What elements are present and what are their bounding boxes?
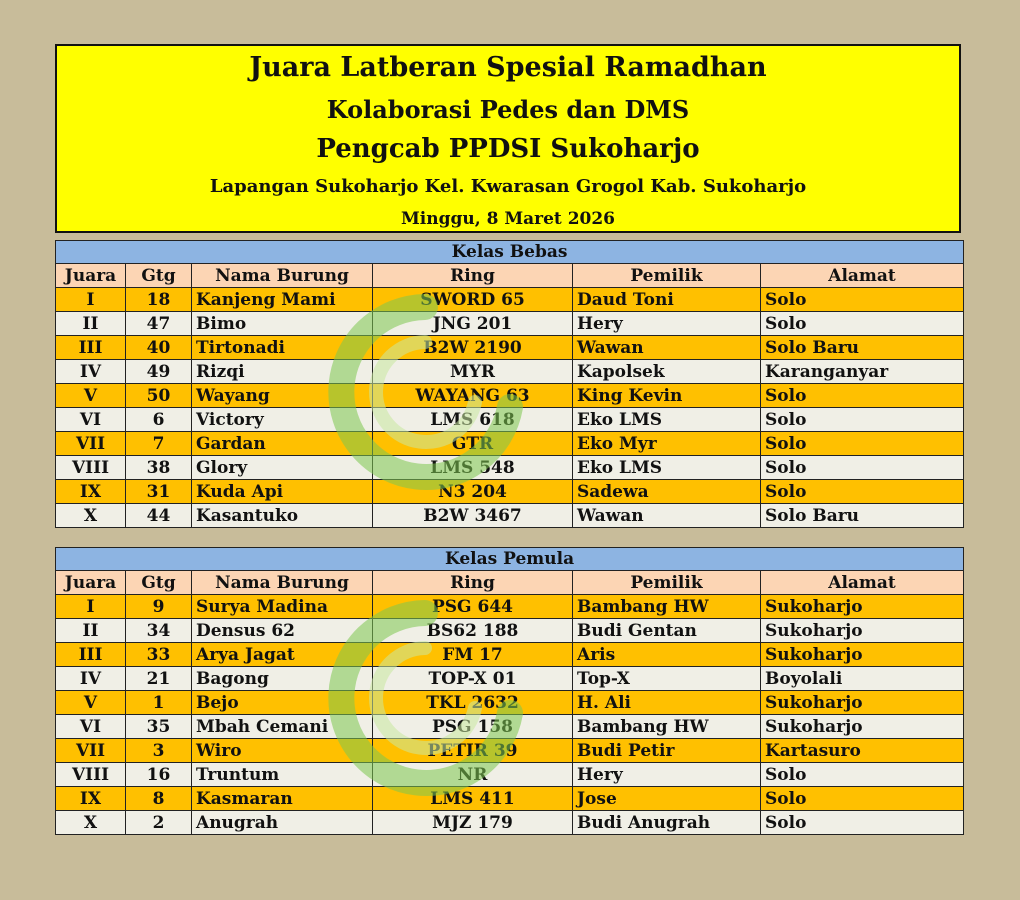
cell-gtg: 31 xyxy=(126,480,192,504)
cell-alamat: Solo xyxy=(761,787,964,811)
cell-nama-burung: Kasantuko xyxy=(192,504,373,528)
cell-pemilik: Bambang HW xyxy=(573,595,761,619)
cell-ring: SWORD 65 xyxy=(373,288,573,312)
cell-ring: BS62 188 xyxy=(373,619,573,643)
table-row xyxy=(56,667,964,691)
cell-pemilik: Hery xyxy=(573,312,761,336)
table-row xyxy=(56,715,964,739)
table-row xyxy=(56,336,964,360)
table-row xyxy=(56,643,964,667)
cell-gtg: 8 xyxy=(126,787,192,811)
cell-ring: NR xyxy=(373,763,573,787)
cell-nama-burung: Mbah Cemani xyxy=(192,715,373,739)
cell-ring: TKL 2632 xyxy=(373,691,573,715)
cell-alamat: Sukoharjo xyxy=(761,643,964,667)
cell-gtg: 1 xyxy=(126,691,192,715)
cell-gtg: 2 xyxy=(126,811,192,835)
cell-ring: GTR xyxy=(373,432,573,456)
cell-pemilik: Budi Anugrah xyxy=(573,811,761,835)
cell-juara: II xyxy=(56,619,126,643)
cell-juara: I xyxy=(56,288,126,312)
table-row xyxy=(56,691,964,715)
cell-nama-burung: Rizqi xyxy=(192,360,373,384)
cell-pemilik: Budi Gentan xyxy=(573,619,761,643)
column-header-row xyxy=(56,571,964,595)
table-row xyxy=(56,787,964,811)
cell-nama-burung: Anugrah xyxy=(192,811,373,835)
table-row xyxy=(56,811,964,835)
cell-nama-burung: Bagong xyxy=(192,667,373,691)
cell-alamat: Kartasuro xyxy=(761,739,964,763)
cell-juara: VI xyxy=(56,408,126,432)
results-table-kelas-pemula xyxy=(55,547,964,835)
table-row xyxy=(56,480,964,504)
cell-juara: I xyxy=(56,595,126,619)
cell-ring: LMS 548 xyxy=(373,456,573,480)
cell-ring: B2W 2190 xyxy=(373,336,573,360)
cell-pemilik: Aris xyxy=(573,643,761,667)
table-row xyxy=(56,619,964,643)
cell-gtg: 9 xyxy=(126,595,192,619)
cell-juara: IV xyxy=(56,667,126,691)
cell-nama-burung: Truntum xyxy=(192,763,373,787)
cell-gtg: 35 xyxy=(126,715,192,739)
cell-nama-burung: Kasmaran xyxy=(192,787,373,811)
col-gtg: Gtg xyxy=(126,571,192,595)
cell-nama-burung: Kanjeng Mami xyxy=(192,288,373,312)
cell-pemilik: Daud Toni xyxy=(573,288,761,312)
cell-nama-burung: Arya Jagat xyxy=(192,643,373,667)
cell-nama-burung: Victory xyxy=(192,408,373,432)
cell-alamat: Solo xyxy=(761,288,964,312)
col-gtg: Gtg xyxy=(126,264,192,288)
table-row xyxy=(56,456,964,480)
cell-juara: VIII xyxy=(56,456,126,480)
table-row xyxy=(56,312,964,336)
cell-gtg: 34 xyxy=(126,619,192,643)
cell-juara: IX xyxy=(56,787,126,811)
cell-ring: TOP-X 01 xyxy=(373,667,573,691)
cell-nama-burung: Surya Madina xyxy=(192,595,373,619)
cell-nama-burung: Bimo xyxy=(192,312,373,336)
cell-alamat: Solo Baru xyxy=(761,504,964,528)
col-alamat: Alamat xyxy=(761,264,964,288)
cell-pemilik: Jose xyxy=(573,787,761,811)
col-ring: Ring xyxy=(373,264,573,288)
col-juara: Juara xyxy=(56,571,126,595)
col-pemilik: Pemilik xyxy=(573,571,761,595)
cell-nama-burung: Wiro xyxy=(192,739,373,763)
table-row xyxy=(56,360,964,384)
cell-gtg: 3 xyxy=(126,739,192,763)
cell-juara: III xyxy=(56,643,126,667)
cell-alamat: Karanganyar xyxy=(761,360,964,384)
cell-gtg: 33 xyxy=(126,643,192,667)
cell-juara: X xyxy=(56,811,126,835)
cell-alamat: Sukoharjo xyxy=(761,619,964,643)
cell-pemilik: H. Ali xyxy=(573,691,761,715)
cell-gtg: 16 xyxy=(126,763,192,787)
column-header-row xyxy=(56,264,964,288)
cell-nama-burung: Tirtonadi xyxy=(192,336,373,360)
col-nama-burung: Nama Burung xyxy=(192,264,373,288)
cell-pemilik: Top-X xyxy=(573,667,761,691)
cell-nama-burung: Glory xyxy=(192,456,373,480)
cell-juara: V xyxy=(56,691,126,715)
event-title: Juara Latberan Spesial Ramadhan xyxy=(249,52,767,83)
cell-juara: IV xyxy=(56,360,126,384)
results-table-kelas-bebas xyxy=(55,240,964,528)
cell-ring: LMS 618 xyxy=(373,408,573,432)
cell-gtg: 40 xyxy=(126,336,192,360)
cell-nama-burung: Kuda Api xyxy=(192,480,373,504)
cell-nama-burung: Gardan xyxy=(192,432,373,456)
table-row xyxy=(56,763,964,787)
cell-alamat: Solo xyxy=(761,408,964,432)
cell-pemilik: Budi Petir xyxy=(573,739,761,763)
col-ring: Ring xyxy=(373,571,573,595)
table-row xyxy=(56,504,964,528)
table-row xyxy=(56,739,964,763)
cell-pemilik: Eko LMS xyxy=(573,408,761,432)
cell-gtg: 47 xyxy=(126,312,192,336)
table-row xyxy=(56,384,964,408)
cell-ring: MYR xyxy=(373,360,573,384)
table-row xyxy=(56,595,964,619)
cell-alamat: Solo xyxy=(761,312,964,336)
cell-alamat: Solo xyxy=(761,384,964,408)
event-header xyxy=(55,44,961,233)
cell-ring: MJZ 179 xyxy=(373,811,573,835)
cell-alamat: Sukoharjo xyxy=(761,691,964,715)
event-date: Minggu, 8 Maret 2026 xyxy=(400,209,616,229)
col-juara: Juara xyxy=(56,264,126,288)
cell-nama-burung: Wayang xyxy=(192,384,373,408)
cell-pemilik: Wawan xyxy=(573,336,761,360)
cell-juara: VIII xyxy=(56,763,126,787)
cell-juara: VII xyxy=(56,739,126,763)
cell-alamat: Solo Baru xyxy=(761,336,964,360)
cell-ring: LMS 411 xyxy=(373,787,573,811)
cell-alamat: Solo xyxy=(761,432,964,456)
table-row xyxy=(56,432,964,456)
cell-juara: VII xyxy=(56,432,126,456)
cell-ring: PSG 644 xyxy=(373,595,573,619)
event-subtitle-collaboration: Kolaborasi Pedes dan DMS xyxy=(326,95,690,124)
col-alamat: Alamat xyxy=(761,571,964,595)
cell-alamat: Boyolali xyxy=(761,667,964,691)
cell-ring: PETIR 39 xyxy=(373,739,573,763)
cell-gtg: 18 xyxy=(126,288,192,312)
cell-gtg: 21 xyxy=(126,667,192,691)
cell-juara: IX xyxy=(56,480,126,504)
cell-alamat: Sukoharjo xyxy=(761,715,964,739)
cell-juara: VI xyxy=(56,715,126,739)
cell-juara: II xyxy=(56,312,126,336)
col-nama-burung: Nama Burung xyxy=(192,571,373,595)
cell-gtg: 7 xyxy=(126,432,192,456)
cell-ring: PSG 158 xyxy=(373,715,573,739)
cell-ring: B2W 3467 xyxy=(373,504,573,528)
cell-ring: JNG 201 xyxy=(373,312,573,336)
cell-alamat: Solo xyxy=(761,763,964,787)
table-row xyxy=(56,288,964,312)
cell-pemilik: Wawan xyxy=(573,504,761,528)
class-title: Kelas Bebas xyxy=(56,241,964,264)
cell-alamat: Sukoharjo xyxy=(761,595,964,619)
cell-pemilik: Bambang HW xyxy=(573,715,761,739)
cell-pemilik: Eko LMS xyxy=(573,456,761,480)
cell-gtg: 50 xyxy=(126,384,192,408)
cell-pemilik: Sadewa xyxy=(573,480,761,504)
table-row xyxy=(56,408,964,432)
cell-gtg: 38 xyxy=(126,456,192,480)
cell-ring: WAYANG 63 xyxy=(373,384,573,408)
cell-gtg: 44 xyxy=(126,504,192,528)
event-subtitle-organizer: Pengcab PPDSI Sukoharjo xyxy=(316,134,700,164)
event-location: Lapangan Sukoharjo Kel. Kwarasan Grogol Kab. Sukoharjo xyxy=(209,176,807,197)
cell-nama-burung: Densus 62 xyxy=(192,619,373,643)
cell-pemilik: Eko Myr xyxy=(573,432,761,456)
cell-ring: FM 17 xyxy=(373,643,573,667)
cell-alamat: Solo xyxy=(761,811,964,835)
cell-pemilik: King Kevin xyxy=(573,384,761,408)
cell-alamat: Solo xyxy=(761,456,964,480)
cell-gtg: 6 xyxy=(126,408,192,432)
class-title: Kelas Pemula xyxy=(56,548,964,571)
col-pemilik: Pemilik xyxy=(573,264,761,288)
cell-juara: X xyxy=(56,504,126,528)
cell-juara: V xyxy=(56,384,126,408)
cell-pemilik: Hery xyxy=(573,763,761,787)
cell-juara: III xyxy=(56,336,126,360)
cell-pemilik: Kapolsek xyxy=(573,360,761,384)
cell-nama-burung: Bejo xyxy=(192,691,373,715)
cell-ring: N3 204 xyxy=(373,480,573,504)
cell-gtg: 49 xyxy=(126,360,192,384)
cell-alamat: Solo xyxy=(761,480,964,504)
